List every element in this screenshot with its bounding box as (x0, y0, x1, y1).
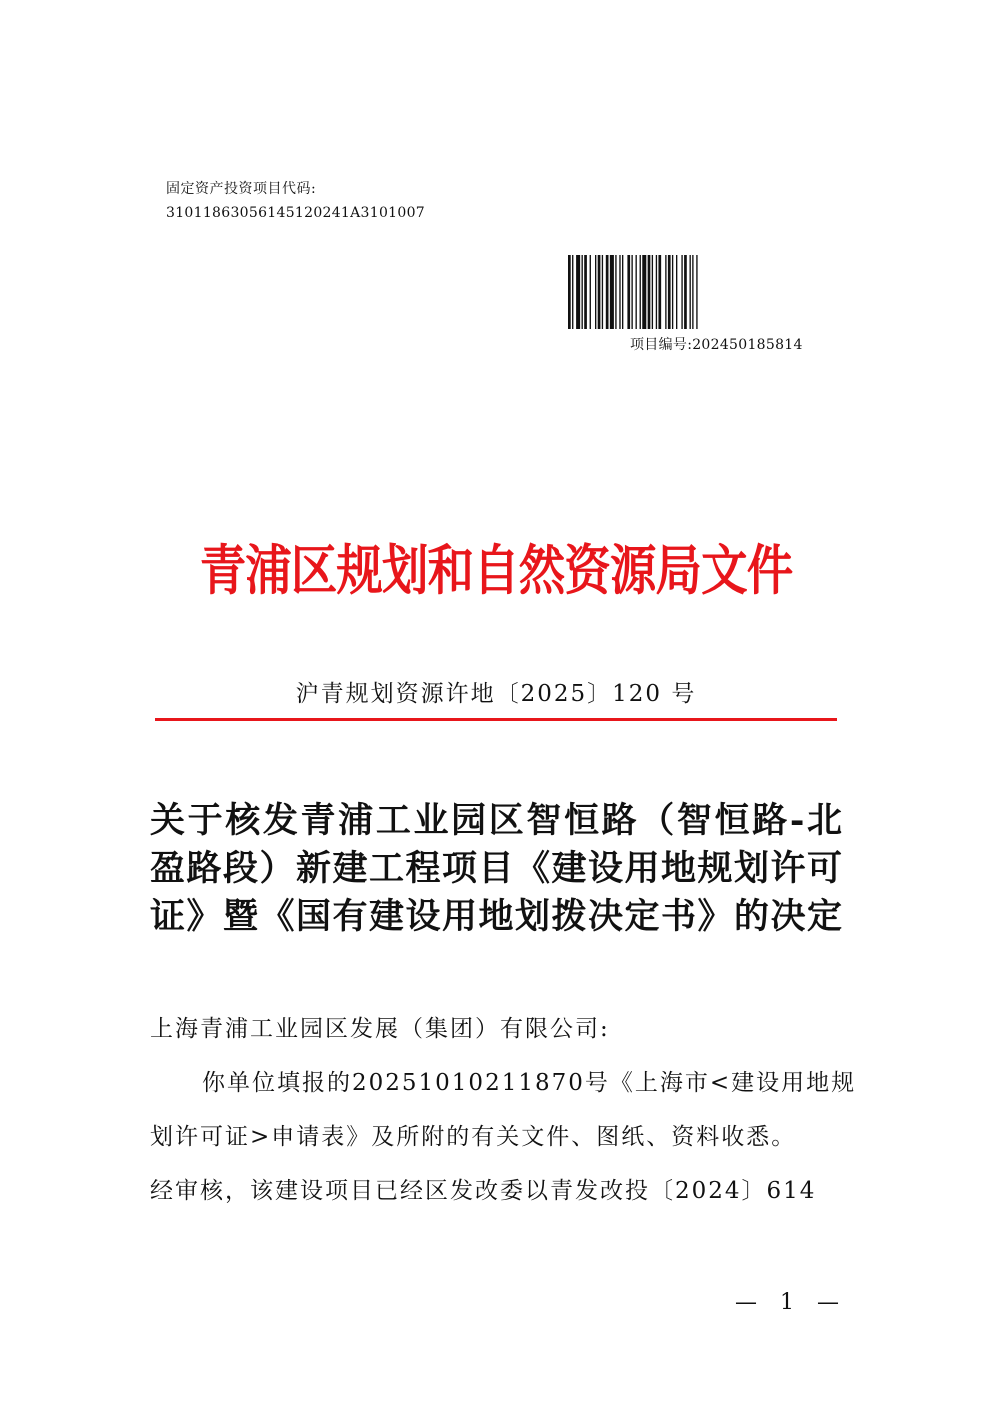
title-line: 证》暨《国有建设用地划拨决定书》的决定 (150, 896, 842, 937)
body-line: 经审核，该建设项目已经区发改委以青发改投〔2024〕614 (150, 1178, 817, 1204)
title-line: 盈路段）新建工程项目《建设用地规划许可 (150, 848, 842, 889)
page-number: — 1 — (735, 1290, 847, 1315)
red-divider (155, 718, 837, 721)
project-number-value: 202450185814 (692, 337, 803, 353)
issuer-header: 青浦区规划和自然资源局文件 (199, 539, 793, 602)
addressee: 上海青浦工业园区发展（集团）有限公司: (150, 1016, 610, 1042)
title-line: 关于核发青浦工业园区智恒路（智恒路-北 (150, 800, 842, 841)
body-line: 划许可证>申请表》及所附的有关文件、图纸、资料收悉。 (150, 1124, 797, 1150)
project-number-label: 项目编号: (630, 337, 693, 353)
document-number: 沪青规划资源许地〔2025〕120 号 (295, 681, 697, 707)
document-title (150, 797, 842, 941)
project-number (630, 334, 803, 354)
fixed-asset-code-label: 固定资产投资项目代码: (166, 181, 317, 197)
document-body (150, 1002, 857, 1218)
body-line: 你单位填报的20251010211870号《上海市<建设用地规 (202, 1070, 857, 1096)
fixed-asset-code: 31011863056145120241A3101007 (166, 205, 426, 221)
barcode-icon (568, 255, 828, 329)
